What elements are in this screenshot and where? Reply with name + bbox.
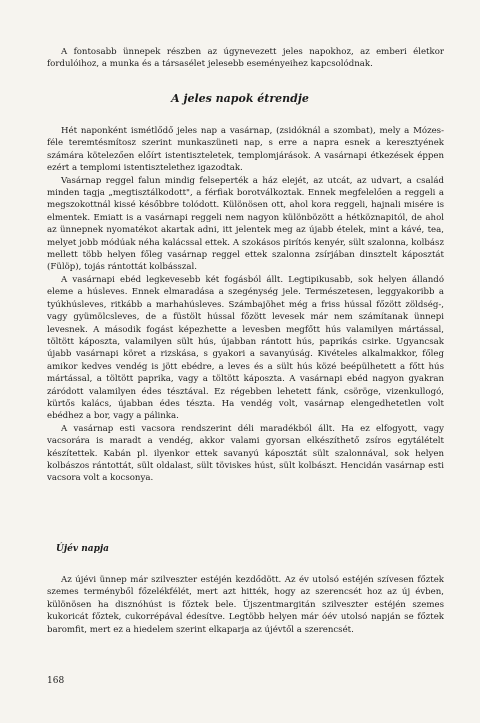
paragraph-vasarnap-intro: Hét naponként ismétlődő jeles nap a vasárnap, (zsidóknál a szombat), mely a Mózes-féle teremtésmítosz szerint munkaszüneti nap, s erre a napra esnek a keresztyének számára kötelezően előírt istentiszteletek, templomjárások. A vasárnapi étkezések éppen ezért a templomi istentisztelethez igazodtak. bbox=[47, 126, 444, 174]
intro-text bbox=[47, 46, 444, 71]
paragraph-vasarnap-reggel: Vasárnap reggel falun mindig felseperték a ház elejét, az utcát, az udvart, a család minden tagja „megtisztálkodott", a férfiak borotválkoztak. Ennek megfelelően a reggeli a megszokottnál kissé későbbre tolódott. Különösen ott, ahol kora reggeli, hajnali misére is elmentek. Emiatt is a vasárnapi reggeli nem nagyon különbözött a hétköznapitól, de ahol az ünnepnek nyomatékot akartak adni, itt jelentek meg az újabb ételek, mint a kávé, tea, melyet jobb módúak néha kalácssal ettek. A szokásos pirítós kenyér, sült szalonna, kolbász mellett több helyen főleg vasárnap reggel ettek szalonna zsírjában dinsztelt káposztát (Fülöp), tojás rántottát kolbásszal. bbox=[47, 175, 444, 273]
page-number: 168 bbox=[47, 676, 65, 686]
paragraph-ujev: Az újévi ünnep már szilveszter estéjén kezdődött. Az év utolsó estéjén szívesen főztek szemes terményből főzelékfélét, mert azt hitték, hogy az szerencsét hoz az új évben, különösen ha disznóhúst is főztek bele. Újszentmargitán szilveszter estéjén szemes kukoricát főztek, cukorrépával édesítve. Legtöbb helyen már óév utolsó napján se főztek baromfit, mert ez a hiedelem szerint elkaparja az újévtől a szerencsét. bbox=[47, 575, 444, 635]
section-title-ujev: Újév napja bbox=[56, 544, 109, 554]
paragraph-vasarnapi-ebed: A vasárnapi ebéd legkevesebb két fogásból állt. Legtipikusabb, sok helyen állandó eleme a húsleves. Ennek elmaradása a szegénység jele. Természetesen, leggyakoribb a tyúkhúsleves, ritkább a marhahúsleves. Számbajöhet még a friss hússal főzött zöldség-, vagy gyümölcsleves, de a füstölt hússal főzött levesek már nem számítanak ünnepi levesnek. A második fogást képezhette a levesben megfőtt hús valamilyen mártással, töltött káposzta, valamilyen sült hús, újabban rántott hús, paprikás csirke. Ugyancsak újabb vasárnapi köret a rizskása, s gyakori a savanyúság. Kivételes alkalmakkor, főleg amikor kedves vendég is jött ebédre, a leves és a sült hús közé beépülhetett a főtt hús mártással, a töltött paprika, vagy a töltött káposzta. A vasárnapi ebéd nagyon gyakran záródott valamilyen édes tésztával. Ez régebben lehetett fánk, csöröge, vizenkullogó, kürtős kalács, újabban édes tészta. Ha vendég volt, vasárnap elengedhetetlen volt ebédhez a bor, vagy a pálinka. bbox=[47, 274, 444, 422]
section2-body bbox=[47, 574, 444, 636]
intro-paragraph: A fontosabb ünnepek részben az úgynevezett jeles napokhoz, az emberi életkor fordulóihoz, a munka és a társasélet jelesebb eseményeihez kapcsolódnak. bbox=[47, 47, 444, 70]
section-title-jeles-napok: A jeles napok étrendje bbox=[171, 92, 309, 105]
paragraph-vasarnap-esti: A vasárnap esti vacsora rendszerint déli maradékból állt. Ha ez elfogyott, vagy vacsorára is maradt a vendég, akkor valami gyorsan elkészíthető zsíros egytálételt készítettek. Kabán pl. ilyenkor ettek savanyú káposztát sült szalonnával, sok helyen kolbászos rántottát, sült oldalast, sült töviskes húst, sült kolbászt. Hencidán vasárnap esti vacsora volt a kocsonya. bbox=[47, 423, 444, 484]
section1-body bbox=[47, 125, 444, 485]
